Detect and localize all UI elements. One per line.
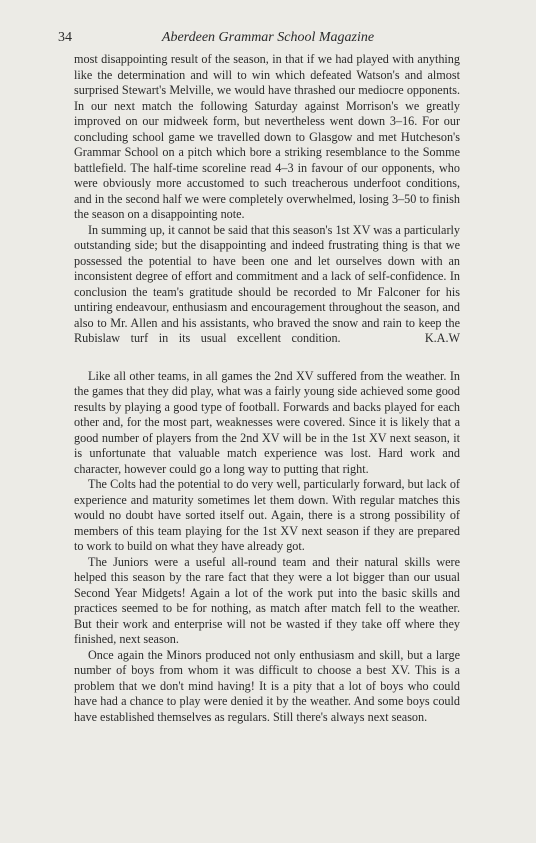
author-initials: K.A.W [424, 331, 461, 345]
running-title: Aberdeen Grammar School Magazine [161, 30, 375, 45]
page-number: 34 [58, 30, 72, 45]
minors-paragraph: Once again the Minors produced not only enthusiasm and skill, but a large number of boys from whom it was difficult to choose a best XV. This is a problem that we don't mind having! It is a pity that a lot of boys who could have had a chance to play were denied it by the weather. And some boys could have established themselves as regulars. Still there's always next season. [74, 647, 460, 724]
article-body [74, 52, 460, 725]
page-header [58, 30, 478, 50]
colts-paragraph: The Colts had the potential to do very well, particularly forward, but lack of experience and maturity sometimes let them down. With regular matches this would no doubt have sorted itself out. Again, there is a strong possibility of members of this team playing for the 1st XV next season if they are prepared to work to build on what they have already got. [74, 477, 460, 553]
first-xv-paragraph-2-text: In summing up, it cannot be said that this season's 1st XV was a particularly outstanding side; but the disappointing and indeed frustrating thing is that we possessed the potential to have been one and let ourselves down with an inconsistent degree of effort and commitment and a lack of self-confidence. In conclusion the team's gratitude should be recorded to Mr Falconer for his untiring endeavour, enthusiasm and encouragement throughout the season, and also to Mr. Allen and his assistants, who braved the snow and rain to keep the Rubislaw turf in its usual excellent condition. [74, 222, 460, 345]
juniors-paragraph: The Juniors were a useful all-round team and their natural skills were helped this season by the rare fact that they were a lot bigger than our usual Second Year Midgets! Again a lot of the work put into the basic skills and practices seemed to be for nothing, as match after match fell to the weather. But their work and enterprise will not be wasted if they take off where they finished, next season. [74, 554, 460, 646]
first-xv-paragraph-1: most disappointing result of the season, in that if we had played with anything like the determination and will to win which defeated Watson's and almost surprised Stewart's Melville, we would have thrashed our mediocre opponents. In our next match the following Saturday against Morrison's we greatly improved on our midweek form, but nevertheless went down 3–16. For our concluding school game we travelled down to Glasgow and met Hutcheson's Grammar School on a pitch which bore a striking resemblance to the Somme battlefield. The half-time scoreline read 4–3 in favour of our opponents, who were obviously more accustomed to such treacherous underfoot conditions, and in the second half we were completely overwhelmed, losing 3–50 to finish the season on a disappointing note. [74, 52, 460, 221]
first-xv-paragraph-2 [74, 223, 460, 347]
second-xv-paragraph: Like all other teams, in all games the 2nd XV suffered from the weather. In the games that they did play, what was a fairly young side achieved some good results by playing a good type of football. Forwards and backs played for each other and, for the most part, weaknesses were covered. Since it is likely that a good number of players from the 2nd XV will be in the 1st XV next season, it is unfortunate that valuable match experience was lost. Hard work and character, however could go a long way to putting that right. [74, 368, 460, 476]
section-gap [74, 347, 460, 369]
